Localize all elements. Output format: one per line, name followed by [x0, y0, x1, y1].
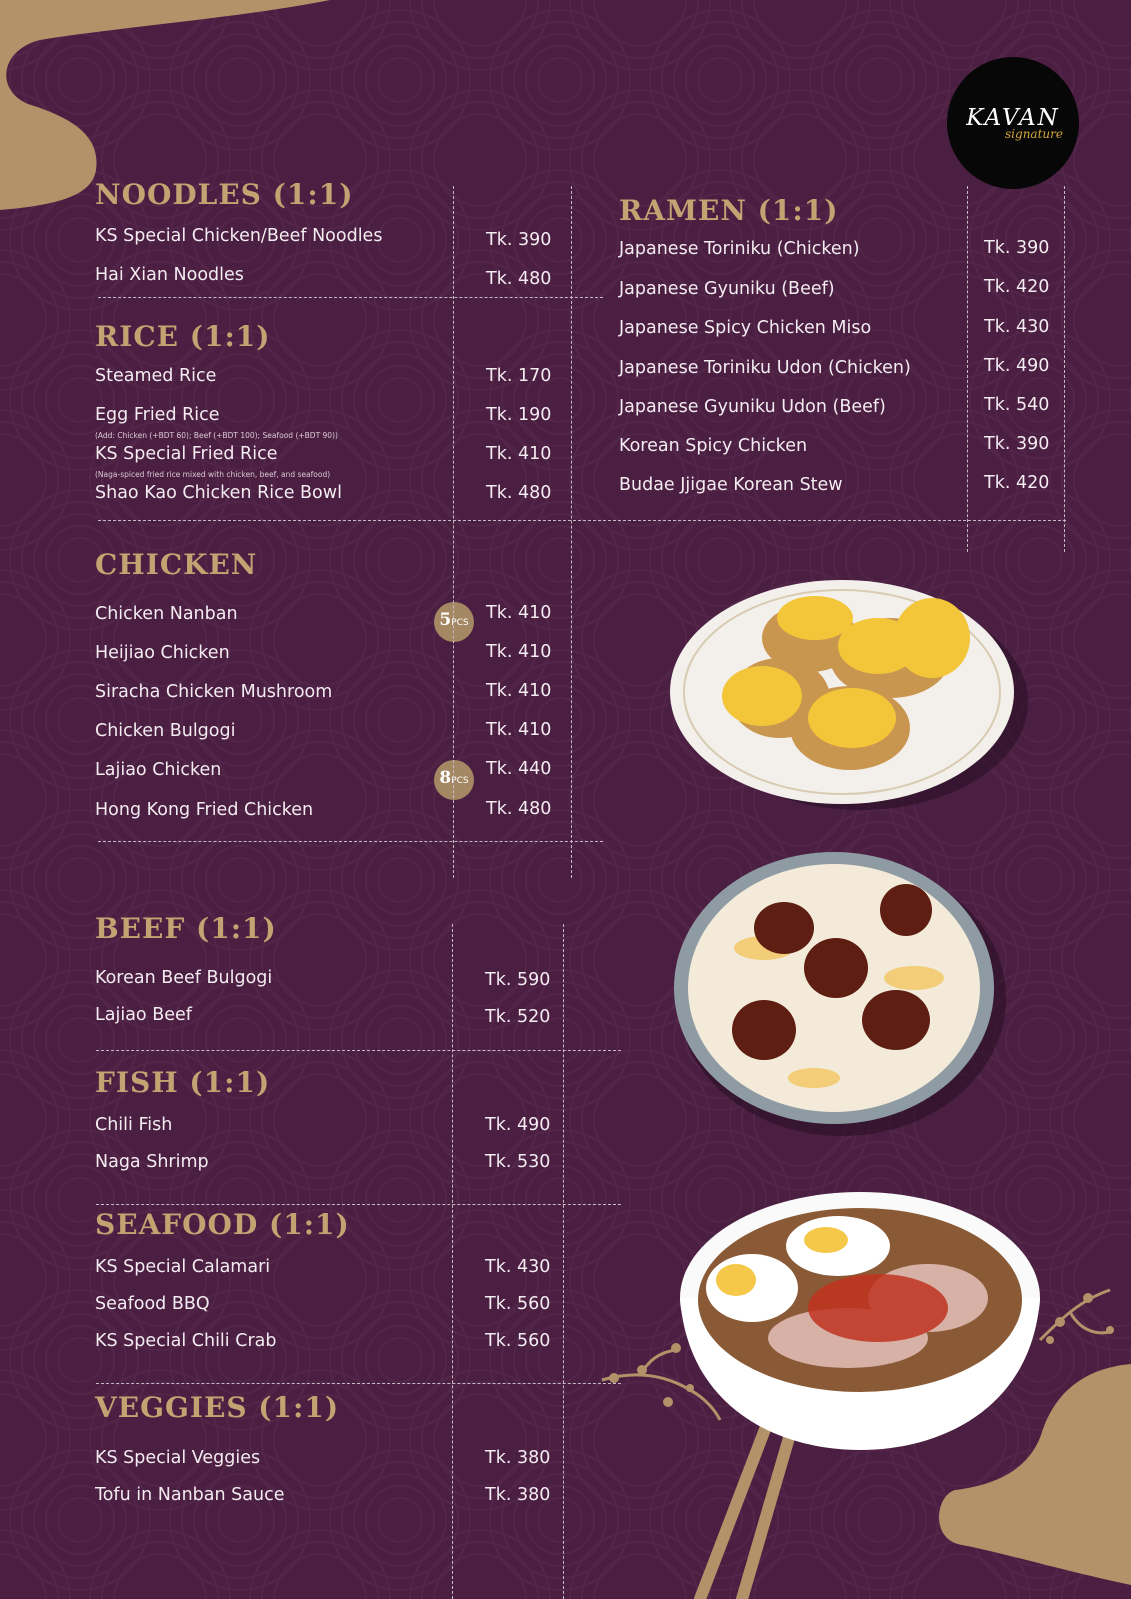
menu-item-price: Tk. 540: [984, 395, 1050, 415]
menu-item-name: Steamed Rice: [95, 366, 217, 386]
section-title-rice: RICE (1:1): [95, 320, 271, 353]
menu-item-note: (Naga-spiced fried rice mixed with chicken, beef, and seafood): [95, 470, 331, 479]
divider-horizontal: [96, 1383, 621, 1384]
menu-item-price: Tk. 590: [485, 970, 551, 990]
divider-vertical: [967, 186, 968, 552]
menu-item-name: Egg Fried Rice: [95, 405, 220, 425]
menu-item-name: Lajiao Chicken: [95, 760, 222, 780]
pieces-badge: [434, 760, 474, 800]
menu-item-price: Tk. 520: [485, 1007, 551, 1027]
menu-item-price: Tk. 420: [984, 277, 1050, 297]
divider-horizontal: [96, 1050, 621, 1051]
menu-item-price: Tk. 480: [486, 483, 552, 503]
menu-item-price: Tk. 420: [984, 473, 1050, 493]
pieces-badge: [434, 602, 474, 642]
menu-item-price: Tk. 380: [485, 1448, 551, 1468]
section-title-beef: BEEF (1:1): [95, 912, 277, 945]
menu-item-name: Shao Kao Chicken Rice Bowl: [95, 483, 342, 503]
menu-item-price: Tk. 530: [485, 1152, 551, 1172]
menu-item-price: Tk. 410: [486, 720, 552, 740]
menu-item-name: Hai Xian Noodles: [95, 265, 244, 285]
menu-item-name: KS Special Calamari: [95, 1257, 271, 1277]
menu-item-name: Naga Shrimp: [95, 1152, 209, 1172]
menu-item-price: Tk. 410: [486, 444, 552, 464]
menu-item-name: Heijiao Chicken: [95, 643, 230, 663]
menu-item-price: Tk. 430: [485, 1257, 551, 1277]
menu-item-name: Chicken Bulgogi: [95, 721, 236, 741]
menu-item-price: Tk. 560: [485, 1294, 551, 1314]
menu-item-name: Korean Spicy Chicken: [619, 436, 808, 456]
menu-item-name: Japanese Toriniku (Chicken): [619, 239, 860, 259]
menu-item-price: Tk. 440: [486, 759, 552, 779]
menu-item-name: KS Special Veggies: [95, 1448, 261, 1468]
section-title-chicken: CHICKEN: [95, 548, 258, 581]
section-title-ramen: RAMEN (1:1): [619, 194, 839, 227]
menu-item-name: Seafood BBQ: [95, 1294, 210, 1314]
pieces-unit: PCS: [451, 618, 469, 628]
menu-item-name: Hong Kong Fried Chicken: [95, 800, 314, 820]
menu-item-name: Japanese Gyuniku (Beef): [619, 279, 835, 299]
menu-item-name: Japanese Spicy Chicken Miso: [619, 318, 872, 338]
menu-item-name: Chili Fish: [95, 1115, 173, 1135]
menu-item-name: Siracha Chicken Mushroom: [95, 682, 333, 702]
menu-item-price: Tk. 560: [485, 1331, 551, 1351]
divider-vertical: [452, 924, 453, 1599]
brand-logo: [947, 57, 1079, 189]
menu-item-note: (Add: Chicken (+BDT 60); Beef (+BDT 100); Seafood (+BDT 90)): [95, 431, 338, 440]
section-title-noodles: NOODLES (1:1): [95, 178, 354, 211]
menu-item-price: Tk. 480: [486, 269, 552, 289]
menu-item-name: KS Special Fried Rice: [95, 444, 278, 464]
menu-item-price: Tk. 380: [485, 1485, 551, 1505]
menu-item-price: Tk. 480: [486, 799, 552, 819]
menu-item-price: Tk. 390: [486, 230, 552, 250]
brand-tagline: signature: [1005, 127, 1063, 141]
menu-item-name: Korean Beef Bulgogi: [95, 968, 273, 988]
menu-item-name: KS Special Chili Crab: [95, 1331, 277, 1351]
menu-item-price: Tk. 490: [984, 356, 1050, 376]
menu-item-price: Tk. 410: [486, 642, 552, 662]
divider-horizontal: [98, 520, 1066, 521]
menu-item-price: Tk. 490: [485, 1115, 551, 1135]
menu-item-name: KS Special Chicken/Beef Noodles: [95, 226, 383, 246]
divider-horizontal: [96, 1204, 621, 1205]
menu-item-name: Tofu in Nanban Sauce: [95, 1485, 285, 1505]
menu-item-price: Tk. 390: [984, 434, 1050, 454]
menu-item-name: Japanese Gyuniku Udon (Beef): [619, 397, 886, 417]
divider-horizontal: [98, 297, 603, 298]
menu-item-name: Japanese Toriniku Udon (Chicken): [619, 358, 911, 378]
section-title-veggies: VEGGIES (1:1): [95, 1391, 340, 1424]
section-title-seafood: SEAFOOD (1:1): [95, 1208, 350, 1241]
divider-horizontal: [98, 841, 603, 842]
menu-item-price: Tk. 190: [486, 405, 552, 425]
pieces-unit: PCS: [451, 776, 469, 786]
divider-vertical: [1064, 186, 1065, 552]
menu-item-name: Budae Jjigae Korean Stew: [619, 475, 843, 495]
menu-item-price: Tk. 390: [984, 238, 1050, 258]
menu-item-price: Tk. 410: [486, 603, 552, 623]
menu-item-price: Tk. 410: [486, 681, 552, 701]
menu-item-price: Tk. 170: [486, 366, 552, 386]
divider-vertical: [563, 924, 564, 1599]
section-title-fish: FISH (1:1): [95, 1066, 271, 1099]
pieces-count: 5: [439, 610, 452, 630]
brand-name: KAVAN: [966, 105, 1060, 131]
menu-item-name: Lajiao Beef: [95, 1005, 192, 1025]
menu-item-price: Tk. 430: [984, 317, 1050, 337]
menu-item-name: Chicken Nanban: [95, 604, 238, 624]
pieces-count: 8: [439, 768, 452, 788]
divider-vertical: [571, 186, 572, 878]
divider-vertical: [453, 186, 454, 878]
